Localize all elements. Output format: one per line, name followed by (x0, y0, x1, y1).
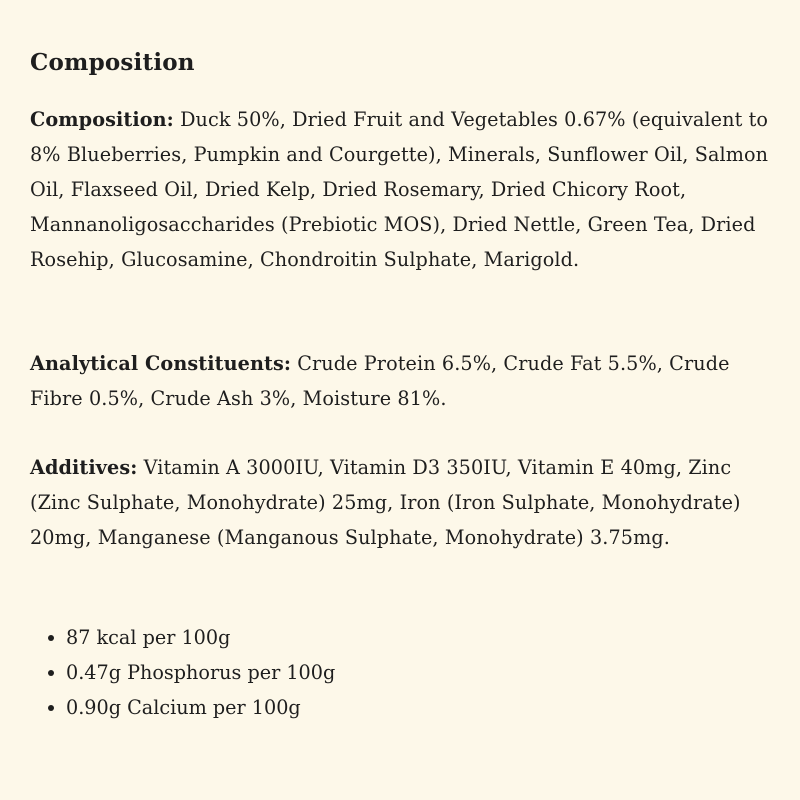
nutrition-fact-text: 0.90g Calcium per 100g (66, 696, 301, 719)
bullet-icon (48, 635, 54, 641)
bullet-icon (48, 670, 54, 676)
list-item (30, 620, 335, 655)
nutrition-facts-list (30, 620, 335, 725)
composition-label: Composition: (30, 108, 174, 131)
additives-text: Vitamin A 3000IU, Vitamin D3 350IU, Vitamin E 40mg, Zinc (Zinc Sulphate, Monohydrate) 25mg, Iron (Iron Sulphate, Monohydrate) 20mg, Manganese (Manganous Sulphate, Monohydrate) 3.75mg. (30, 456, 741, 549)
list-item (30, 690, 335, 725)
composition-paragraph (30, 102, 775, 277)
list-item (30, 655, 335, 690)
nutrition-fact-text: 87 kcal per 100g (66, 626, 231, 649)
bullet-icon (48, 705, 54, 711)
additives-label: Additives: (30, 456, 138, 479)
analytical-constituents-text: Crude Protein 6.5%, Crude Fat 5.5%, Crude Fibre 0.5%, Crude Ash 3%, Moisture 81%. (30, 352, 730, 410)
page-title: Composition (30, 49, 195, 76)
nutrition-fact-text: 0.47g Phosphorus per 100g (66, 661, 336, 684)
analytical-constituents-label: Analytical Constituents: (30, 352, 292, 375)
composition-text: Duck 50%, Dried Fruit and Vegetables 0.67% (equivalent to 8% Blueberries, Pumpkin and Courgette), Minerals, Sunflower Oil, Salmon Oil, Flaxseed Oil, Dried Kelp, Dried Rosemary, Dried Chicory Root, Mannanoligosaccharides (Prebiotic MOS), Dried Nettle, Green Tea, Dried Rosehip, Glucosamine, Chondroitin Sulphate, Marigold. (30, 108, 769, 271)
additives-paragraph (30, 450, 775, 555)
analytical-constituents-paragraph (30, 346, 775, 416)
